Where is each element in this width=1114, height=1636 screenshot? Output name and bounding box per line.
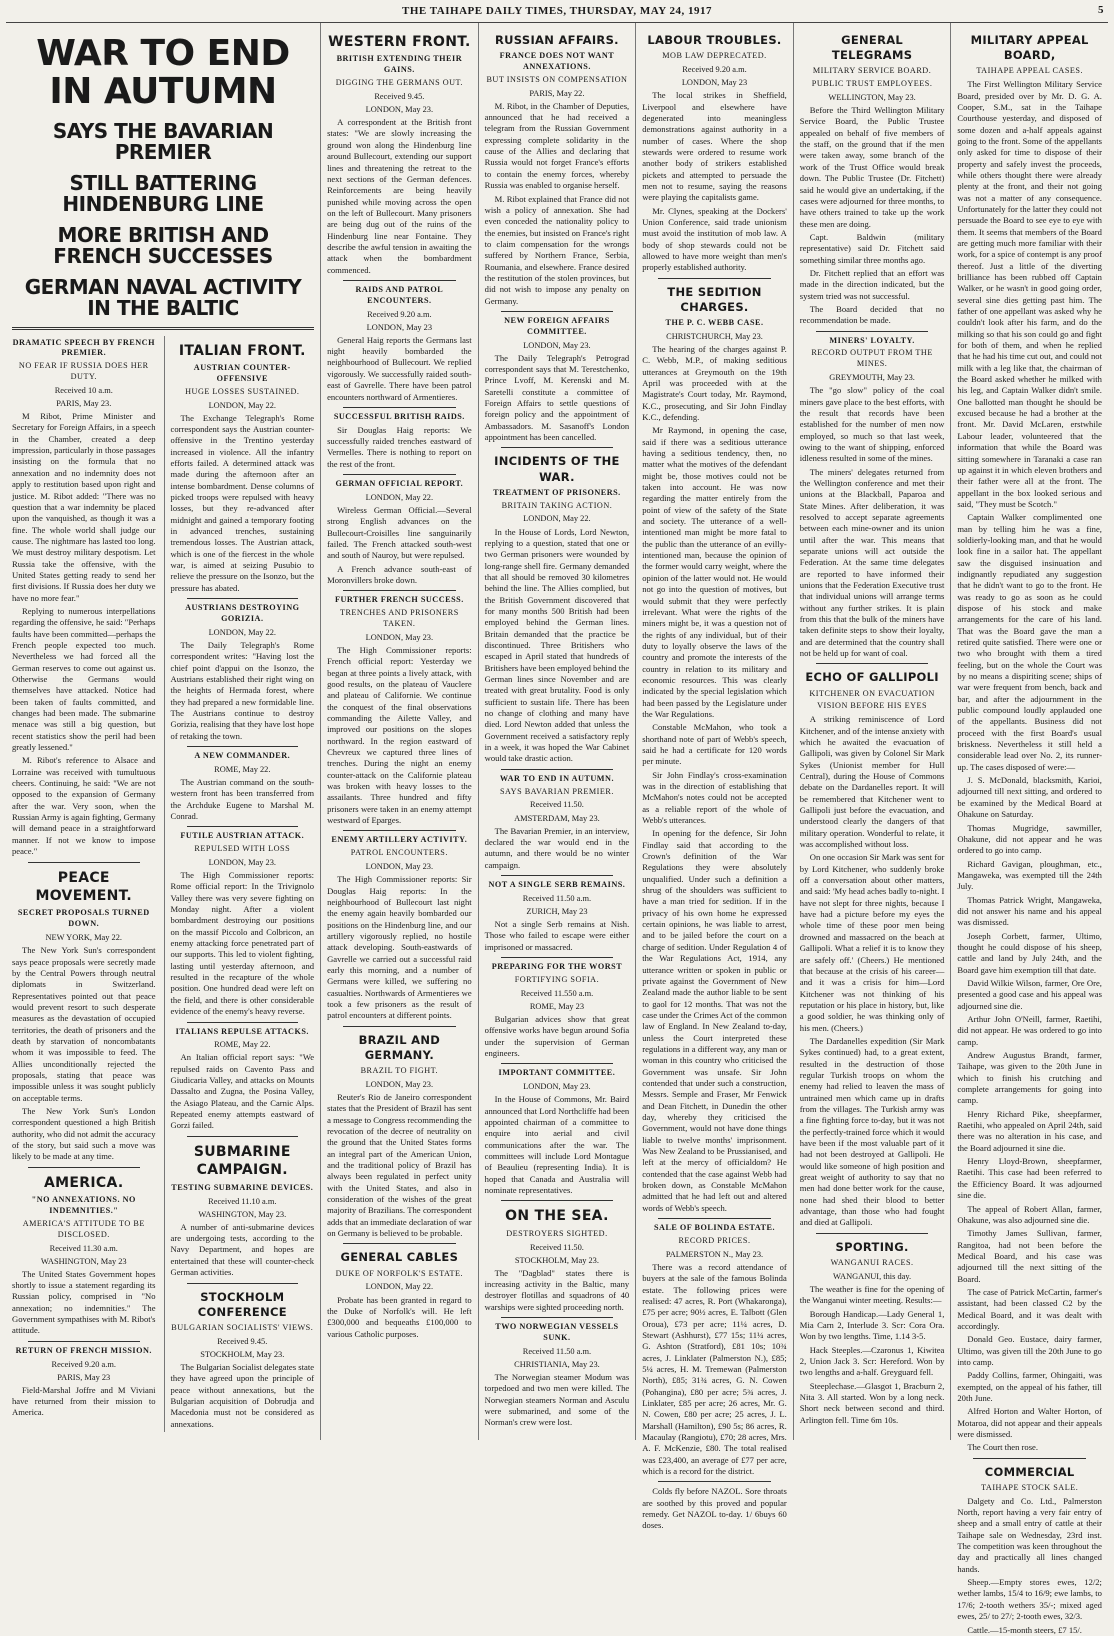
article-hed: NOT A SINGLE SERB REMAINS.	[488, 879, 626, 889]
received: Received 11.50.	[529, 1242, 584, 1252]
column-1-left	[12, 336, 156, 1432]
divider	[343, 1243, 456, 1244]
article-hed: GERMAN OFFICIAL REPORT.	[335, 479, 464, 489]
paragraph: The High Commissioner reports: French official report: Yesterday we began at three points a lively attack, with good results, on the plateau of Vauclere and plateau of Californie. We continue the conquest of the final observations commanding the Ailette Valley, and improved our positions on the slopes northward. In the region eastward of Chevreux we captured three lines of trenches. During the night an enemy counter-attack on the Californie plateau was broken with heavy losses to the assailants. Three hundred and fifty prisoners were taken in an enemy attempt westward of Eparges.	[327, 644, 472, 826]
paragraph: In opening for the defence, Sir John Findlay said that according to the Crown's definition of the War Regulations they were absolutely unqualified. Under such a definition a shrug of the shoulders was sufficient to have a man tried for sedition. If in the privacy of his own home he expressed certain opinions, he was liable to arrest, and to be jailed before the court on a charge of sedition. Under Regulation 4 of the War Regulations Act, 1914, any utterance written or spoken in public or private against the Government of New Zealand made the author liable to be sent to gaol for 12 months. That was not the case under the Crimes Act of the common law of England. In New Zealand to-day, unless the Court interpreted these regulations in a different way, any man or woman in this country who criticised the Government was unsafe. Sir John contended that under such a construction, Messrs. Semple and Fraser, Mr Fenwick and Dean Fitchett, in Dunedin the other day, whereby they criticised the Government, would not have done things liable to twelve months' imprisonment. Was New Zealand to be Prussianised, and left at the mercy of officialdom? He contended that the case against Webb had broken down, as Constable McMahon admitted that he had left out and altered words of Webb's speech.	[642, 828, 787, 1213]
paragraph: A French advance south-east of Moronvillers broke down.	[327, 563, 472, 586]
paragraph: A number of anti-submarine devices are undergoing tests, according to the Navy Department, and hopes are entertained that these will counter-check German activities.	[170, 1221, 315, 1278]
paragraph: Dalgety and Co. Ltd., Palmerston North, report having a very fair entry of sheep and a small entry of cattle at their Taihape sale on Wednesday, 23rd inst. The competition was keen throughout the day and practically all lines changed hands.	[957, 1495, 1102, 1574]
divider	[658, 278, 771, 279]
paragraph: A correspondent at the British front states: "We are slowly increasing the ground won along the Hindenburg line around Bullecourt, extending our support lines and threatening the retreat to the next sections of the German defences. Reinforcements are being heavily punished while moving across the open on the left of Bullecourt. Many prisoners are being dug out of the ruins of the Hindenburg line near Fontaine. They describe the awful tension in awaiting the attack when the bombardment commenced.	[327, 117, 472, 275]
headline-deck-2: STILL BATTERING HINDENBURG LINE	[62, 170, 264, 216]
paragraph: The Bulgarian Socialist delegates state they have agreed upon the principle of peace without annexations, but the Bulgarian acquisition of Dobrudja and Macedonia must not be considered as annexations.	[170, 1361, 315, 1429]
article-hed: FUTILE AUSTRIAN ATTACK.	[180, 831, 305, 841]
paragraph: Steeplechase.—Glasgot 1, Bracburn 2, Nita 3. All started. Won by a long neck. Short neck between second and third. Arlington fell. Time 6m 10s.	[799, 1380, 945, 1425]
article-hed: RUSSIAN AFFAIRS.	[495, 33, 619, 47]
article-sub: REPULSED WITH LOSS	[194, 844, 291, 854]
paragraph: There was a record attendance of buyers at the sale of the famous Bolinda estate. The following prices were realised: 47 acres, R. Port (Whakaronga), £75 per acre; 90½ acres, E. Talbott (Glen Oroua), £73 per acre; 11¼ acres, D. Stewart (Ashhurst), £77 15s; 11¼ acres, G. Ashton (Stratford), £81 10s; 10¾ acres, J. Linklater (Palmerston N.), £85; 5¼ acres, H. M. Tremewan (Palmerston North), £85; 31¾ acres, G. N. Cowen (Pohangina), £80 per acre; 5¾ acres, J. Linklater, £85 per acre; 26 acres, Mr. G. N. Cowen, £80 per acre; 25 acres, J. L. Marshall (Hamilton), £90 5s; 86 acres, R. Macaulay (Rangiotu), £70; 28 acres, Mrs. A. F. McKenzie, £80. The total realised was £23,400, an average of £77 per acre, which is a record for the district.	[642, 1261, 787, 1477]
received: Received 11.10 a.m.	[208, 1196, 277, 1206]
paragraph: J. S. McDonald, blacksmith, Karioi, adjourned till next sitting, and ordered to be examined by the Medical Board at Ohakune on Saturday.	[957, 775, 1102, 820]
dateline: ROME, May 22.	[214, 764, 271, 774]
paragraph: In the House of Commons, Mr. Baird announced that Lord Northcliffe had been appointed chairman of a committee to enquire into aerial and civil communications after the war. The committees will include Lord Montague of Beaulieu (representing India). It is hoped that Canada and Australia will nominate representatives.	[484, 1094, 630, 1195]
paragraph: Wireless German Official.—Several strong English advances on the Bullecourt-Croisilles line sanguinarily failed. The French attacked south-west and south of Nauroy, but were repulsed.	[327, 504, 472, 561]
paragraph: Cattle.—15-month steers, £7 15/.	[967, 1624, 1082, 1635]
dateline: LONDON, May 22.	[208, 400, 277, 410]
article-sub: SAYS BAVARIAN PREMIER.	[499, 786, 614, 796]
article-hed: COMMERCIAL	[984, 1464, 1075, 1479]
paragraph: The Board decided that no recommendation be made.	[799, 303, 945, 326]
article-hed: ENEMY ARTILLERY ACTIVITY.	[331, 835, 468, 845]
divider	[658, 1218, 771, 1219]
paragraph: M. Ribot's reference to Alsace and Lorraine was received with tumultuous cheers. Continuing, he said: "We are not opposed to the expansion of Germany after the war. Very soon, when the Russian Army is again fighting, Germany will demand peace in a straightforward manner. If not we know to impose peace."	[12, 755, 156, 857]
paragraph: The Dardanelles expedition (Sir Mark Sykes continued) had, to a great extent, resulted in the destruction of those regular Turkish troops on whom the enemy had relied to leaven the mass of untrained men which came up in drafts from the villages. The Turkish army was a fine fighting force to-day, but it was not the perfectly-trained force which it would have been if the most valuable part of it had not been destroyed at Gallipoli. He would like someone of high position and great weight of authority to say that no men had done better work for the cause, none had shed their blood to better advantage, than those who had fought and died at Gallipoli.	[799, 1035, 945, 1228]
paragraph: The Austrian command on the south-western front has been transferred from the Archduke Eugene to Marshal M. Conrad.	[170, 776, 315, 821]
paragraph: The "Dagblad" states there is increasing activity in the Baltic, many destroyer flotillas and squadrons of 40 warships were sighted proceeding north.	[484, 1267, 630, 1312]
divider	[187, 746, 299, 747]
article-hed: AUSTRIANS DESTROYING GORIZIA.	[185, 603, 300, 623]
article-sub: DESTROYERS SIGHTED.	[506, 1228, 608, 1238]
paragraph: Field-Marshal Joffre and M Viviani have returned from their mission to America.	[12, 1384, 156, 1418]
dateline: LONDON, May 22.	[365, 492, 434, 502]
paragraph: The hearing of the charges against P. C. Webb, M.P., of making seditious utterances at Greymouth on the 19th April was proceeded with at the Magistrate's Court today, Mr. Raymond, K.C., prosecuting, and Sir John Findlay K.C., defending.	[642, 343, 787, 423]
article-sub: AUSTRIAN COUNTER-OFFENSIVE	[193, 363, 291, 383]
paragraph: M Ribot, Prime Minister and Secretary for Foreign Affairs, in a speech in the Chamber, created a deep impression, particularly in those passages insisting on the formula that no annexation and no indemnity does not apply to restitution based upon right and justice. M. Ribot added: "There was no question that a war indemnity be placed upon the vanquished, as though it was a fine. The whole world shall judge our cause. The nightmare has lasted too long. We must destroy military despotism. Let Russia take the offensive, with the United States getting ready to send her first divisions. If Russia does her duty we have no more fear."	[12, 411, 156, 603]
divider	[501, 957, 614, 958]
divider	[501, 875, 614, 876]
article-sub: NO FEAR IF RUSSIA DOES HER DUTY.	[18, 361, 149, 382]
article-hed: SUBMARINE CAMPAIGN.	[193, 1143, 291, 1179]
paragraph: Replying to numerous interpellations regarding the offensive, he said: "Perhaps faults have been committed—perhaps the French people expected too much. Nevertheless we had forced all the German reserves to come out against us. Otherwise the Germans would themselves have attacked. Notice had been taken of faults committed, and changes had been made. The submarine menace was still a big question, but recent statistics show the peril had been greatly lessened."	[12, 605, 156, 753]
divider	[187, 1022, 299, 1023]
paragraph: Mr. Clynes, speaking at the Dockers' Union Conference, said trade unionism must avoid the institution of mob law. A body of shop stewards could not be allowed to have more weight than men's properly established authority.	[642, 205, 787, 273]
dateline: LONDON, May 23.	[523, 340, 591, 350]
paragraph: The United States Government hopes shortly to issue a statement regarding its Russian policy, comprised in "No annexation; no indemnities." The Government sympathises with M. Ribot's attitude.	[12, 1268, 156, 1336]
column-1	[6, 23, 320, 1440]
article-hed: GENERAL TELEGRAMS	[831, 33, 913, 63]
article-hed: A NEW COMMANDER.	[194, 750, 291, 760]
dateline: LONDON, May 23.	[365, 632, 434, 642]
article-sub: SECRET PROPOSALS TURNED DOWN.	[17, 908, 150, 929]
paragraph: The case of Patrick McCartin, farmer's assistant, had been classed C2 by the Medical Board, and it was dealt with accordingly.	[957, 1286, 1102, 1331]
article-sub: BRAZIL TO FIGHT.	[360, 1066, 439, 1076]
article-hed: GENERAL CABLES	[340, 1250, 459, 1265]
paragraph: On one occasion Sir Mark was sent for by Lord Kitchener, who suddenly broke off a conversation about other matters, and said: 'My head aches badly to-night. I have not slept for three nights, because I have had a picture before my eyes the whole time of these poor men being drowned and massacred on the beach at Gallipoli. What a relief it is to know they are safely off.' (Cheers.) He mentioned that because at the crisis of his career—and it was a crisis for him—Lord Kitchener was not thinking of his reputation or his place in history, but, like a good soldier, he was thinking only of his men. (Cheers.)	[799, 852, 945, 1033]
advertisement: Colds fly before NAZOL. Sore throats are soothed by this proved and popular remedy. Get NAZOL to-day. 1/ 6buys 60 doses.	[642, 1486, 787, 1531]
paragraph: Henry Lloyd-Brown, sheepfarmer, Raetihi. This case had been referred to the Efficiency Board. It was adjourned sine die.	[957, 1156, 1102, 1201]
paragraph: M. Ribot explained that France did not wish a policy of annexation. She had even conceded the nationality policy to the enemies, but insisted on France's right to claim compensation for the wrongs suffered by Northern France, Serbia, Roumania, and elsewhere. France desired the restitution of the stolen provinces, but did not wish to impose any penalty on Germany.	[484, 193, 630, 306]
page-number: 5	[1098, 4, 1104, 16]
divider	[973, 1458, 1086, 1459]
article-sub: PATROL ENCOUNTERS.	[350, 848, 448, 858]
dateline: LONDON, May 23.	[523, 1082, 591, 1092]
article-hed: STOCKHOLM CONFERENCE	[197, 1289, 287, 1319]
article-sub: "NO ANNEXATIONS. NO INDEMNITIES."	[31, 1195, 136, 1216]
paragraph: The Exchange Telegraph's Rome correspondent says the Austrian counter-offensive in the Trentino yesterday increased in violence. All the infantry efforts failed. A determined attack was made during the afternoon after an intense bombardment. Dense columns of picked troops were repulsed with heavy losses, but they re-advanced after midnight and gained a temporary footing in advanced trenches, sustaining tremendous losses. The Austrian attack, which is one of the fiercest in the whole war, is aimed at seizing Pusubio to relieve the pressure on the Isonzo, but the pressure has abated.	[170, 412, 315, 593]
divider	[816, 331, 929, 332]
dateline: LONDON, May 23	[366, 322, 433, 332]
received: Received 11.50.	[529, 800, 584, 810]
divider	[816, 663, 929, 664]
divider	[343, 590, 456, 591]
paragraph: Reuter's Rio de Janeiro correspondent states that the President of Brazil has sent a message to Congress recommending the revocation of the decree of neutrality on the ground that the United States forms an integral part of the American Union, and the traditional policy of Brazil has always been regulated in perfect unity with the United States, and also in consideration of the wishes of the great majority of Brazilians. The correspondent adds that an immediate declaration of war on Germany is believed to be probable.	[327, 1091, 472, 1239]
paragraph: Alfred Horton and Walter Horton, of Motaroa, did not appear and their appeals were dismissed.	[957, 1406, 1102, 1440]
column-3	[478, 23, 636, 1440]
column-2	[320, 23, 478, 1440]
paragraph: Dr. Fitchett replied that an effort was made in the direction indicated, but the system tried was not successful.	[799, 267, 945, 301]
paragraph: The Norwegian steamer Modum was torpedoed and two men were killed. The Norwegian steamers Norman and Asculu were submarined, and some of the Norman's crew were lost.	[484, 1371, 630, 1428]
divider	[343, 1026, 456, 1027]
column-6	[950, 23, 1108, 1635]
paragraph: Constable McMahon, who took a shorthand note of part of Webb's speech, said he had a certificate for 120 words per minute.	[642, 722, 787, 767]
divider	[343, 407, 456, 408]
paragraph: Before the Third Wellington Military Service Board, the Public Trustee appealed on behalf of five members of the staff, on the ground that if the men were taken away, some branch of the work of the Trust Office would break down. The Public Trustee (Dr. Fitchett) said he would give an undertaking, if the cases were adjourned for three months, to have others trained to take up the work these men are doing.	[799, 105, 945, 229]
article-sub: VISION BEFORE HIS EYES	[817, 701, 928, 711]
paragraph: The Daily Telegraph's Rome correspondent writes: "Having lost the chief point d'appui on the Isonzo, the Austrians established their right wing on the heights of Hermada forest, where they had prepared a new formidable line. The Austrians continue to destroy Gorizia, realising that they have lost hope of retaking the town.	[170, 639, 315, 741]
article-hed: ECHO OF GALLIPOLI	[805, 670, 939, 685]
paragraph: Sir Douglas Haig reports: We successfully raided trenches eastward of Vermelles. There is nothing to report on the rest of the front.	[327, 424, 472, 469]
dateline: PARIS, May 23.	[56, 399, 112, 408]
paragraph: The High Commissioner reports: Sir Douglas Haig reports: In the neighbourhood of Bullecourt last night the enemy again heavily bombarded our positions on the Hindenburg line, and our artillery vigorously replied, no hostile attack developing. South-eastwards of Gavrelle we carried out a successful raid early this morning, and a number of Germans were killed, we suffering no casualties. Northwards of Armentieres we took a few prisoners as the result of patrol encounters at different points.	[327, 874, 472, 1021]
paragraph: Sir John Findlay's cross-examination was in the direction of establishing that McMahon's notes could not be accepted as a reliable report of the whole of Webb's utterances.	[642, 769, 787, 826]
paragraph: The Bavarian Premier, in an interview, declared the war would end in the autumn, and there would be no winter campaign.	[484, 825, 630, 870]
article-sub: PUBLIC TRUST EMPLOYEES.	[811, 79, 933, 89]
paragraph: Paddy Collins, farmer, Ohingaiti, was exempted, on the appeal of his father, till 20th June.	[957, 1370, 1102, 1404]
paragraph: The New York Sun's correspondent says peace proposals were secretly made by the Central Powers through neutral diplomats in Switzerland. Representatives pointed out that peace would prevent resort to such desperate measures as the devastation of occupied territories, the death of prisoners and the death by starvation of noncombatants whom it was impossible to feed. The Allies unconditionally rejected the proposals, stating that peace was impossible unless it was sought publicly on acceptable terms.	[12, 945, 156, 1103]
article-sub: WANGANUI RACES.	[830, 1257, 914, 1267]
divider	[501, 447, 614, 448]
article-hed: DRAMATIC SPEECH BY FRENCH PREMIER.	[12, 337, 155, 358]
article-sub: TAIHAPE APPEAL CASES.	[976, 66, 1083, 76]
article-sub: THE P. C. WEBB CASE.	[665, 318, 764, 328]
divider	[501, 1063, 614, 1064]
paragraph: Probate has been granted in regard to the Duke of Norfolk's will. He left £300,000 and bequeaths £100,000 to various Catholic purposes.	[327, 1294, 472, 1339]
dateline: PARIS, May 22.	[529, 88, 585, 98]
column-5	[793, 23, 951, 1440]
dateline: CHRISTIANIA, May 23.	[514, 1359, 600, 1369]
article-hed: FURTHER FRENCH SUCCESS.	[334, 595, 464, 605]
received: Received 11.50 a.m.	[522, 1346, 592, 1356]
paragraph: In the House of Lords, Lord Newton, replying to a question, stated that one or two German prisoners were wounded by long-range shell fire. Germany demanded that all should be removed 30 kilometres behind the line. The Allies complied, but the British Government discovered that for many months 500 British had been employed behind the German lines. Britain demanded that the practice be discontinued. Three Britishers who escaped in April stated that hundreds of Britishers have been employed behind the German lines since November and are treated with great brutality. Food is only sufficient to sustain life. There has been no change of clothing and many have died. Lord Newton added that unless the Government received a satisfactory reply in a week, it was hoped the War Cabinet would take drastic action.	[484, 526, 630, 764]
paragraph: Capt. Baldwin (military representative) said Dr. Fitchett said something similar three months ago.	[799, 231, 945, 265]
received: Received 9.45.	[217, 1336, 268, 1346]
paragraph: The weather is fine for the opening of the Wanganui winter meeting. Results:—	[799, 1283, 945, 1306]
article-sub: RECORD PRICES.	[678, 1235, 751, 1245]
article-sub: TAIHAPE STOCK SALE.	[981, 1482, 1079, 1492]
article-hed: RAIDS AND PATROL ENCOUNTERS.	[355, 284, 444, 305]
dateline: NEW YORK, May 22.	[45, 933, 123, 943]
article-sub: FRANCE DOES NOT WANT ANNEXATIONS.	[499, 51, 615, 71]
headline-deck-4: GERMAN NAVAL ACTIVITY IN THE BALTIC	[24, 274, 302, 320]
dateline: LONDON, May 22.	[365, 1282, 434, 1292]
article-hed: BRAZIL AND GERMANY.	[358, 1032, 441, 1062]
received: Received 9.45.	[374, 91, 425, 101]
paragraph: The First Wellington Military Service Board, presided over by Mr. D. G. A. Cooper, S.M., sat in the Taihape Courthouse yesterday, and disposed of some dozen and a-half appeals against going to the front. Some of the appellants only asked for time to dispose of their property and safely invest the proceeds, while others thought there were already plenty at the front, and their not going was not a matter of any consequence. Unfortunately for the latter they could not persuade the Board to see eye to eye with them. It seems that members of the Board are getting much more familiar with their work, for a spice of contempt is any proof thereof. Just a little of the diverting brilliance has been rubbed off Captain Walker, or he wasn't in good going order, several sine dies getting past him. The father of one appellant was asked why he couldn't look after his farm, and do the milking so that his son could go and fight for both of them, and when he replied that he had his time cut out, and could not milk with a leg like that, the chairman of the Board asked whether he milked with his leg, and Captain Walker didn't smile. One ballotted man thought he should be excused because he had a brother at the front. Mr. David McLaren, erstwhile Labour leader, volunteered that the information that while the Board was sitting somewhere in Taranaki a case ran up against it in which eleven brothers and their father were all at the front. The appellant in the box looked serious and said, "They must be Scotch."	[957, 79, 1102, 509]
divider	[816, 1233, 929, 1234]
article-hed: ITALIAN FRONT.	[178, 342, 306, 359]
column-1-split	[12, 336, 314, 1432]
paragraph: Thomas Patrick Wright, Mangaweka, did not answer his name and his appeal was dismissed.	[957, 894, 1102, 928]
main-headline: WAR TO END IN AUTUMN	[36, 33, 290, 112]
article-hed: MINERS' LOYALTY.	[829, 335, 915, 345]
dateline: LONDON, May 22.	[523, 514, 591, 524]
received: Received 11.550 a.m.	[520, 988, 594, 998]
paragraph: Thomas Mugridge, sawmiller, Ohakune, did not appear and he was ordered to go into camp.	[957, 822, 1102, 856]
dateline: GREYMOUTH, May 23.	[829, 373, 915, 383]
paragraph: A striking reminiscence of Lord Kitchener, and of the intense anxiety with which he awaited the evacuation of Gallipoli, was given by Colonel Sir Mark Sykes (Unionist member for Hull Central), during the House of Commons debate on the Dardanelles report. It will be remembered that Kitchener went to Gallipoli just before the evacuation, and understood clearly the dangers of that military operation. Wonderful to relate, it was accomplished without loss.	[799, 714, 945, 850]
paragraph: Henry Richard Pike, sheepfarmer, Raetihi, who appealed on April 24th, said there was no alteration in his case, and the Board adjourned it sine die.	[957, 1108, 1102, 1153]
dateline: WASHINGTON, May 23	[40, 1256, 127, 1266]
headline-deck-3: MORE BRITISH AND FRENCH SUCCESSES	[53, 222, 273, 268]
divider	[343, 830, 456, 831]
article-hed: SPORTING.	[835, 1239, 909, 1254]
paragraph: Donald Geo. Eustace, dairy farmer, Ultimo, was given till the 20th June to go into camp.	[957, 1334, 1102, 1367]
paragraph: The High Commissioner reports: Rome official report: In the Trivignolo Valley there was very severe fighting on Monday night. After a violent bombardment destroying our positions on the massif Piccolo and Colbricon, an enemy attacking force penetrated part of our supports. This led to violent fighting, lasting until yesterday afternoon, and resulted in the recapture of the whole position. One hundred dead were left on the field, and there is other considerable evidence of the enemy's heavy reverse.	[170, 870, 315, 1017]
column-1-right	[164, 336, 315, 1432]
paragraph: The local strikes in Sheffield, Liverpool and elsewhere have degenerated into meaningless demonstrations against authority in a number of cases. Where the shop stewards were ordered to resume work another body of strikers established pickets and attempted to persuade the men not to resume, saying the reasons were playing the capitalists game.	[642, 90, 787, 203]
article-hed: SALE OF BOLINDA ESTATE.	[654, 1223, 775, 1233]
dateline: STOCKHOLM, May 23.	[200, 1349, 285, 1359]
dateline: ZURICH, May 23	[526, 906, 588, 916]
dateline: STOCKHOLM, May 23.	[514, 1255, 599, 1265]
article-sub: DUKE OF NORFOLK'S ESTATE.	[335, 1268, 464, 1278]
article-sub: KITCHENER ON EVACUATION	[809, 688, 935, 698]
divider	[187, 1136, 299, 1137]
paragraph: The Court then rose.	[967, 1442, 1039, 1453]
article-hed: INCIDENTS OF THE WAR.	[494, 454, 620, 484]
divider	[12, 327, 314, 330]
article-hed: ON THE SEA.	[505, 1208, 609, 1225]
divider	[343, 474, 456, 475]
paragraph: The miners' delegates returned from the Wellington conference and met their unions at the Blackball, Paparoa and State Mines. After deliberation, it was resolved to accept separate agreements between each mine-owner and its union until after the war. This means that separate unions will act outside the Federation. At the same time delegates are reported to have informed their unions that the Federation Executive trust that individual unions will arrange terms without any further strikes. It is plain from this that the bulk of the miners have taken definite steps to show their loyalty, and are determined that the country shall not be held up for want of coal.	[799, 466, 945, 659]
divider	[187, 598, 299, 599]
paragraph: Timothy James Sullivan, farmer, Rangitoa, had not been before the Medical Board, and his case was adjourned till the next sitting of the Board.	[957, 1228, 1102, 1284]
headline-deck-1: SAYS THE BAVARIAN PREMIER	[52, 118, 274, 164]
paragraph: The appeal of Robert Allan, farmer, Ohakune, was also adjourned sine die.	[957, 1203, 1102, 1225]
paragraph: General Haig reports the Germans last night heavily bombarded the neighbourhood of Bullecourt. We replied vigorously. We successfully raided south-east of Gavrelle. There have been patrol encounters northward of Armentieres.	[327, 334, 472, 402]
article-sub: DIGGING THE GERMANS OUT.	[335, 78, 463, 88]
article-sub: TRENCHES AND PRISONERS TAKEN.	[339, 608, 459, 629]
received: Received 9.20 a.m.	[682, 65, 747, 74]
received: Received 9.20 a.m.	[367, 309, 432, 319]
masthead-title: THE TAIHAPE DAILY TIMES, THURSDAY, MAY 24, 1917	[402, 5, 712, 17]
dateline: LONDON, May 23.	[365, 862, 434, 872]
column-4	[635, 23, 793, 1531]
paragraph: Joseph Corbett, farmer, Ultimo, thought he could dispose of his sheep, cattle and land by July 24th, and the Board gave him exemption till that date.	[957, 930, 1102, 975]
article-sub: RECORD OUTPUT FROM THE MINES.	[811, 348, 933, 369]
paragraph: Hack Steeples.—Czaronus 1, Kiwitea 2, Union Jack 3. Scr: Hereford. Won by two lengths and a-half. Greyguard fell.	[799, 1344, 945, 1378]
divider	[501, 311, 614, 312]
divider	[187, 826, 299, 827]
divider	[187, 1283, 299, 1284]
article-hed: IMPORTANT COMMITTEE.	[498, 1068, 616, 1078]
paragraph: Borough Handicap.—Lady General 1, Mia Carn 2, Interlude 3. Scr: Cora Ora. Won by two lengths. Time, 1.14 3-5.	[799, 1308, 945, 1342]
dateline: AMSTERDAM, May 23.	[514, 813, 600, 823]
masthead	[6, 0, 1108, 23]
paragraph: Not a single Serb remains at Nish. Those who failed to escape were either imprisoned or massacred.	[484, 918, 630, 952]
article-sub: MILITARY SERVICE BOARD.	[812, 66, 932, 76]
article-hed: ITALIANS REPULSE ATTACKS.	[175, 1026, 309, 1036]
divider	[343, 280, 456, 281]
dateline: LONDON, May 23.	[365, 105, 434, 115]
dateline: CHRISTCHURCH, May 23.	[666, 331, 763, 341]
article-hed: SUCCESSFUL BRITISH RAIDS.	[333, 411, 465, 421]
article-sub: MOB LAW DEPRECATED.	[662, 51, 767, 61]
divider	[501, 1317, 614, 1318]
article-sub: BRITISH EXTENDING THEIR GAINS.	[336, 54, 463, 75]
paragraph: An Italian official report says: "We repulsed raids on Cavento Pass and Giudicaria Valley, and attacks on Mounts Dassalto and Zugna, the Posina Valley, the Asiago Plateau, and the Carnic Alps. Repeated enemy attempts eastward of Gorzi failed.	[170, 1052, 315, 1131]
article-hed: THE SEDITION CHARGES.	[667, 284, 762, 314]
article-hed: MILITARY APPEAL BOARD,	[970, 33, 1089, 63]
article-sub: FORTIFYING SOFIA.	[514, 974, 600, 984]
paragraph: Richard Gavigan, ploughman, etc., Mangaweka, was exempted till the 24th July.	[957, 858, 1102, 892]
dateline: LONDON, May 23.	[365, 1079, 434, 1089]
paragraph: Sheep.—Empty stores ewes, 12/2; wether lambs, 15/4 to 16/9; ewe lambs, to 17/6; 2-tooth wethers 35/-; mixed aged ewes, 25/ to 27/; 2-tooth ewes, 32/3.	[957, 1577, 1102, 1622]
paragraph: The "go slow" policy of the coal miners gave place to the best efforts, with the result that records have been established for the number of men now employed, so much so that last week, owing to the want of shipping, enforced idleness resulted in some of the mines.	[799, 385, 945, 464]
article-sub: TESTING SUBMARINE DEVICES.	[171, 1182, 314, 1192]
columns	[6, 23, 1108, 1635]
dateline: PALMERSTON N., May 23.	[665, 1249, 764, 1259]
divider	[28, 1341, 140, 1342]
dateline: ROME, May 23	[529, 1001, 585, 1011]
article-sub: BRITAIN TAKING ACTION.	[501, 500, 613, 510]
divider	[501, 769, 614, 770]
paragraph: Bulgarian advices show that great offensive works have begun around Sofia under the supervision of German engineers.	[484, 1013, 630, 1058]
article-sub: HUGE LOSSES SUSTAINED.	[185, 386, 300, 396]
dateline: PARIS, May 23	[57, 1372, 111, 1382]
dateline: WASHINGTON, May 23.	[198, 1209, 287, 1219]
dateline: WANGANUI, this day.	[833, 1271, 912, 1281]
article-hed: TWO NORWEGIAN VESSELS SUNK.	[495, 1322, 619, 1342]
article-sub: AMERICA'S ATTITUDE TO BE DISCLOSED.	[22, 1218, 145, 1239]
paragraph: Captain Walker complimented one man by telling him he was a fine, soldierly-looking man, and that he would look fine in a sailor hat. The appellant saw the disguised insinuation and indignantly repudiated any suggestion that he didn't want to go to the front. He was ready to go as soon as he could dispose of his stock and make arrangements for the care of his land. That was the Board gave the man a retired quite satisfied. There were one or two who brought with them a tired feeling, but on the whole the Court was by no means a dispiriting scene; ships of war were frequent from bench, back and bar, and after the adjournment in the public compound loudly applauded one of the appellants. Business did not proceed with the first Board's usual briskness. Nevertheless it still held a considerable lead over No. 2, its runner-up. The cases disposed of were:—	[957, 512, 1102, 772]
article-sub: BULGARIAN SOCIALISTS' VIEWS.	[171, 1322, 314, 1332]
paragraph: Andrew Augustus Brandt, farmer, Taihape, was given to the 20th June in which to finish his crutching and complete arrangements for going into camp.	[957, 1050, 1102, 1106]
article-hed: AMERICA.	[44, 1174, 124, 1191]
article-hed: PREPARING FOR THE WORST	[491, 962, 623, 972]
dateline: ROME, May 22.	[214, 1040, 271, 1050]
paragraph: M. Ribot, in the Chamber of Deputies, announced that he had received a telegram from the Russian Government expressing complete solidarity in the cause of the Allies and declaring that Russia would not forget France's efforts to contain the enemy forces, whereby Russia was enabled to organise herself.	[484, 100, 630, 191]
article-hed: RETURN OF FRENCH MISSION.	[15, 1345, 152, 1355]
article-sub: TREATMENT OF PRISONERS.	[493, 487, 621, 497]
divider	[501, 1200, 614, 1201]
dateline: LONDON, May 23.	[208, 857, 277, 867]
paragraph: Arthur John O'Neill, farmer, Raetihi, did not appear. He was ordered to go into camp.	[957, 1014, 1102, 1047]
dateline: LONDON, May 23	[681, 78, 748, 88]
article-sub: BUT INSISTS ON COMPENSATION	[486, 74, 628, 84]
article-hed: PEACE MOVEMENT.	[35, 869, 133, 904]
paragraph: Mr Raymond, in opening the case, said if there was a seditious utterance having a seditious tendency, then, no matter what the motives of the defendant might be, those motives could not be taken into account. He was now regarding the matter entirely from the point of view of the safety of the State and society. The utterance of a well-intentioned man might be more fatal to the public than the utterance of an evilly-intentioned man, because the opinion of the former would carry weight, where the opinion of the latter would not. He would not go into the question of motives, but would submit that they were perfectly irrelevant. What were the rights of the miners might be, it was a question not of the rights of any individual, but of their duty to loyally observe the laws of the country and promote the interests of the country in relation to its military and economic resources. This was clearly indicated by the special legislation which had been passed by the Legislature under the War Regulations.	[642, 425, 787, 719]
article-hed: WESTERN FRONT.	[328, 34, 471, 50]
divider	[28, 862, 140, 863]
paragraph: David Wilkie Wilson, farmer, Ore Ore, presented a good case and his appeal was adjourned sine die.	[957, 977, 1102, 1011]
dateline: WELLINGTON, May 23.	[828, 93, 916, 102]
divider	[658, 1481, 771, 1482]
paragraph: The Daily Telegraph's Petrograd correspondent says that M. Terestchenko, Prince Lvoff, M. Kerenski and M. Saretelli constitute a committee of Foreign Affairs to settle questions of foreign policy and the appointment of Ambassadors. M. Sasanoff's London appointment has been cancelled.	[484, 352, 630, 443]
article-hed: LABOUR TROUBLES.	[647, 33, 782, 47]
received: Received 11.50 a.m.	[522, 893, 592, 903]
paragraph: The New York Sun's London correspondent questioned a high British authority, who did not admit the accuracy of the story, but said such a move was likely to be made at any time.	[12, 1106, 156, 1162]
dateline: LONDON, May 22.	[208, 627, 277, 637]
received: Received 10 a.m.	[54, 385, 113, 395]
received: Received 11.30 a.m.	[49, 1243, 118, 1253]
divider	[28, 1167, 140, 1168]
article-hed: WAR TO END IN AUTUMN.	[499, 773, 614, 783]
received: Received 9.20 a.m.	[51, 1359, 116, 1369]
article-hed: NEW FOREIGN AFFAIRS COMMITTEE.	[504, 315, 610, 336]
